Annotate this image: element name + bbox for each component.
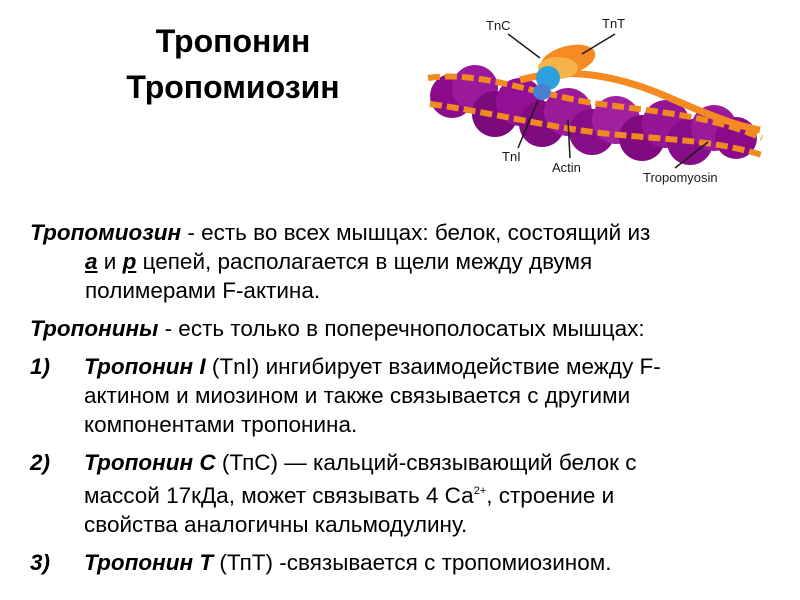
troponin-i-term: Тропонин I <box>84 354 206 379</box>
item-1-line-2: актином и миозином и также связывается с другими <box>84 383 631 408</box>
list-item <box>30 352 775 439</box>
troponin-t-term: Тропонин Т <box>84 550 214 575</box>
tnc-label: TnC <box>486 18 511 33</box>
slide-title <box>88 18 378 110</box>
alpha-chain: a <box>85 249 98 274</box>
item-3-line-1: (ТпТ) -связывается с тропомиозином. <box>213 550 612 575</box>
and-text: и <box>97 249 123 274</box>
title-line-tropomyosin: Тропомиозин <box>126 69 340 105</box>
troponin-c-term: Тропонин С <box>84 450 216 475</box>
list-number: 1) <box>30 354 51 379</box>
troponins-text: - есть только в поперечнополосатых мышцах: <box>158 316 645 341</box>
actin-label: Actin <box>552 160 581 175</box>
slide-body <box>30 218 775 586</box>
item-2-line-3: свойства аналогичны кальмодулину. <box>84 512 468 537</box>
tni-label: TnI <box>502 149 521 164</box>
troponins-paragraph <box>30 314 775 343</box>
calcium-charge: 2+ <box>473 485 487 497</box>
list-item <box>30 448 775 539</box>
troponin-tropomyosin-diagram <box>420 8 770 193</box>
troponins-term: Тропонины <box>30 316 159 341</box>
item-2-line-2b: , строение и <box>486 483 615 508</box>
item-1-line-3: компонентами тропонина. <box>84 412 358 437</box>
tropomyosin-text-2: цепей, располагается в щели между двумя <box>136 249 593 274</box>
item-2-line-1: (ТпС) — кальций-связывающий белок с <box>215 450 637 475</box>
tropomyosin-paragraph <box>30 218 775 305</box>
list-number: 3) <box>30 550 51 575</box>
tropomyosin-label: Tropomyosin <box>643 170 718 185</box>
tropomyosin-line-2 <box>30 249 592 274</box>
tropomyosin-term: Тропомиозин <box>30 220 182 245</box>
tropomyosin-text-1: - есть во всех мышцах: белок, состоящий из <box>181 220 651 245</box>
item-1-line-1: (TnI) ингибирует взаимодействие между F- <box>205 354 661 379</box>
item-2-line-2a: массой 17кДа, может связывать 4 Са <box>84 483 474 508</box>
list-number: 2) <box>30 450 51 475</box>
tnt-label: TnT <box>602 16 626 31</box>
tropomyosin-text-3: полимерами F-актина. <box>85 278 321 303</box>
list-item <box>30 548 775 577</box>
title-line-troponin: Тропонин <box>155 23 311 59</box>
beta-chain: p <box>122 249 137 274</box>
